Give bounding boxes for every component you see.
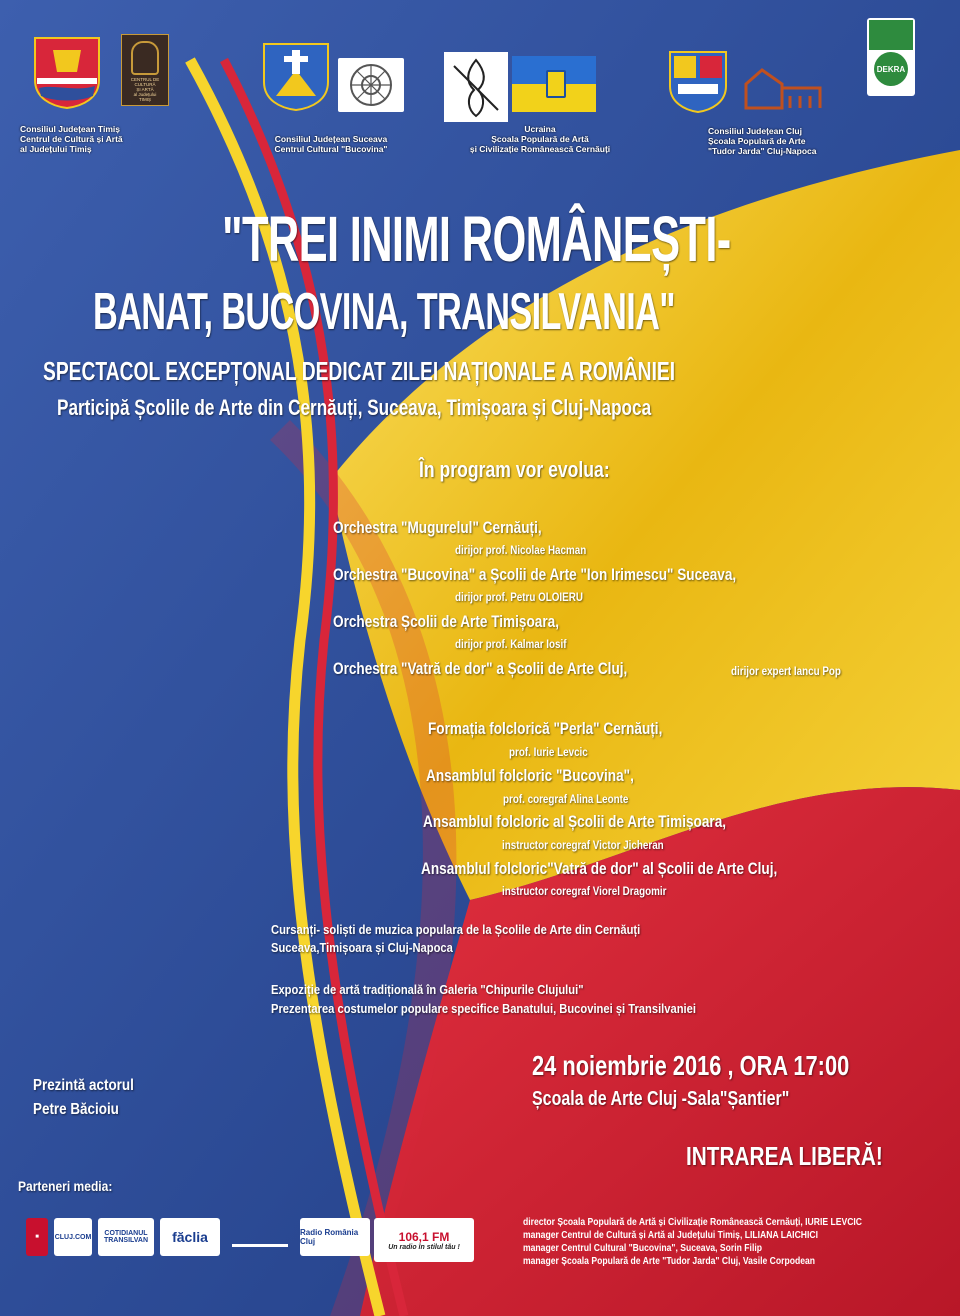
orchestra-name: Orchestra "Vatră de dor" a Școlii de Arte Cluj, [333, 659, 628, 678]
orchestra-conductor [455, 543, 615, 557]
presenter-block [33, 1074, 153, 1122]
ensemble-instructor [502, 884, 703, 898]
credit-line: manager Centrul Cultural "Bucovina", Suceava, Sorin Filip [523, 1243, 762, 1254]
exhibition-block [271, 980, 765, 1018]
center-logo-line: ȘI ARTĂ [136, 87, 154, 92]
ensemble-name: Ansamblul folcloric "Bucovina", [426, 766, 634, 785]
caption-line: al Județului Timiș [20, 144, 92, 154]
dekra-label: DEKRA [874, 52, 908, 86]
presenter-name: Petre Băcioiu [33, 1101, 119, 1118]
ensemble-line [421, 859, 866, 879]
media-logo-text: CLUJ.COM [54, 1233, 92, 1241]
caption-line: Centrul Cultural "Bucovina" [274, 144, 388, 154]
media-logo-text: Radio România Cluj [300, 1228, 359, 1246]
instructor-name: instructor coregraf Victor Jicheran [502, 838, 664, 852]
title-line-1 [222, 202, 960, 276]
logo-caption-ukraine [440, 124, 640, 154]
cluj-crest-icon [668, 48, 728, 114]
instructor-name: prof. coregraf Alina Leonte [503, 792, 629, 806]
media-partners-heading [18, 1178, 128, 1194]
media-logo-faclia [160, 1218, 220, 1256]
ensemble-instructor [503, 792, 656, 806]
free-entry-text: INTRAREA LIBERĂ! [686, 1141, 883, 1171]
orchestra-line [333, 659, 701, 679]
tudor-jarda-school-logo [742, 64, 824, 110]
orchestra-name: Orchestra Școlii de Arte Timișoara, [333, 612, 560, 631]
soloists-line: Suceava,Timișoara și Cluj-Napoca [271, 940, 453, 955]
subtitle-text-2: Participă Școlile de Arte din Cernăuți, Suceava, Timișoara și Cluj-Napoca [57, 395, 652, 420]
center-logo-line: al Județului [133, 92, 157, 97]
violin-school-logo [444, 52, 508, 122]
credit-line: manager Școala Populară de Arte "Tudor Jarda" Cluj, Vasile Corpodean [523, 1256, 816, 1267]
radio-tagline: Un radio în stilul tău ! [388, 1243, 460, 1251]
media-logo-wave [232, 1224, 288, 1247]
media-logo-small: ■ [26, 1218, 48, 1256]
ensemble-instructor [509, 745, 605, 759]
caption-line: Consiliul Județean Timiș [20, 124, 120, 134]
soloists-line: Cursanți- soliști de muzica populara de la Școlile de Arte din Cernăuți [271, 922, 641, 937]
title-line-2 [93, 282, 960, 342]
orchestra-line [333, 518, 594, 538]
program-heading [419, 457, 657, 483]
caption-line: Școala Populară de Arte [708, 136, 806, 146]
ukraine-flag-icon [512, 56, 596, 112]
media-heading-text: Parteneri media: [18, 1178, 113, 1194]
instructor-name: prof. Iurie Levcic [509, 745, 588, 759]
subtitle-line-2 [57, 395, 819, 421]
date-time-text: 24 noiembrie 2016 , ORA 17:00 [532, 1050, 850, 1081]
logo-caption-suceava [256, 134, 406, 154]
ensemble-instructor [502, 838, 699, 852]
subtitle-text-1: SPECTACOL EXCEPȚONAL DEDICAT ZILEI NAȚIONALE A ROMÂNIEI [43, 356, 676, 386]
bucovina-center-logo [338, 58, 404, 112]
orchestra-line [333, 612, 616, 632]
presenter-line: Prezintă actorul [33, 1077, 134, 1094]
media-logo-radio-fm [374, 1218, 474, 1262]
caption-line: "Tudor Jarda" Cluj-Napoca [708, 146, 817, 156]
caption-line: Consiliul Județean Cluj [708, 126, 802, 136]
caption-line: Consiliul Județean Suceava [274, 134, 388, 144]
media-logo-text: COTIDIANUL TRANSILVAN [103, 1230, 149, 1244]
credit-line: manager Centrul de Cultură și Artă al Județului Timiș, LILIANA LAICHICI [523, 1230, 818, 1241]
exhibition-line: Expoziție de artă tradițională în Galeria "Chipurile Clujului" [271, 982, 584, 997]
free-entry [686, 1141, 932, 1172]
title-text-1: "TREI INIMI ROMÂNEȘTI- [222, 203, 731, 275]
title-text-2: BANAT, BUCOVINA, TRANSILVANIA" [93, 283, 675, 341]
subtitle-line-1 [43, 356, 897, 387]
conductor-name: dirijor prof. Nicolae Hacman [455, 543, 587, 557]
venue-text: Școala de Arte Cluj -Sala"Șantier" [532, 1088, 790, 1110]
media-logo-cotidianul [98, 1218, 154, 1256]
caption-line: Centrul de Cultură și Artă [20, 134, 123, 144]
credit-line: director Școala Populară de Artă și Civilizație Românească Cernăuți, IURIE LEVCIC [523, 1217, 863, 1228]
orchestra-conductor [455, 590, 611, 604]
exhibition-line: Prezentarea costumelor populare specifice Banatului, Bucovinei și Transilvaniei [271, 1001, 696, 1016]
media-logo-text: făclia [172, 1229, 208, 1245]
media-logo-clujcom [54, 1218, 92, 1256]
ensemble-name: Ansamblul folcloric al Școlii de Arte Timișoara, [423, 812, 727, 831]
event-venue [532, 1088, 854, 1111]
conductor-name: dirijor prof. Kalmar Iosif [455, 637, 567, 651]
suceava-crest-icon [262, 40, 330, 112]
orchestra-conductor [455, 637, 591, 651]
center-logo-line: TIMIȘ [139, 97, 151, 102]
ensemble-line [428, 719, 721, 739]
conductor-name: dirijor prof. Petru OLOIERU [455, 590, 583, 604]
event-date-time [532, 1050, 939, 1082]
logo-caption-timis [20, 124, 150, 154]
orchestra-conductor [731, 664, 865, 678]
caption-line: Școala Populară de Artă [491, 134, 589, 144]
orchestra-line [333, 565, 837, 585]
instructor-name: instructor coregraf Viorel Dragomir [502, 884, 667, 898]
media-logo-radio-romania [300, 1218, 370, 1256]
program-heading-text: În program vor evolua: [419, 457, 610, 482]
culture-center-logo [121, 34, 169, 106]
credits-block [523, 1216, 917, 1268]
ensemble-line [423, 812, 802, 832]
center-logo-line: CENTRUL DE CULTURĂ [130, 77, 160, 87]
orchestra-name: Orchestra "Mugurelul" Cernăuți, [333, 518, 542, 537]
caption-line: și Civilizație Românească Cernăuți [469, 144, 611, 154]
dekra-certification-logo [867, 18, 915, 96]
timis-crest-icon [33, 36, 101, 110]
orchestra-name: Orchestra "Bucovina" a Școlii de Arte "Ion Irimescu" Suceava, [333, 565, 737, 584]
ensemble-name: Formația folclorică "Perla" Cernăuți, [428, 719, 663, 738]
conductor-name: dirijor expert Iancu Pop [731, 664, 841, 678]
caption-line: Ucraina [524, 124, 556, 134]
soloists-block [271, 921, 700, 957]
logo-caption-cluj [708, 126, 858, 156]
media-logo-text: 106,1 FM [398, 1229, 450, 1244]
ensemble-name: Ansamblul folcloric"Vatră de dor" al Școlii de Arte Cluj, [421, 859, 778, 878]
ensemble-line [426, 766, 686, 786]
